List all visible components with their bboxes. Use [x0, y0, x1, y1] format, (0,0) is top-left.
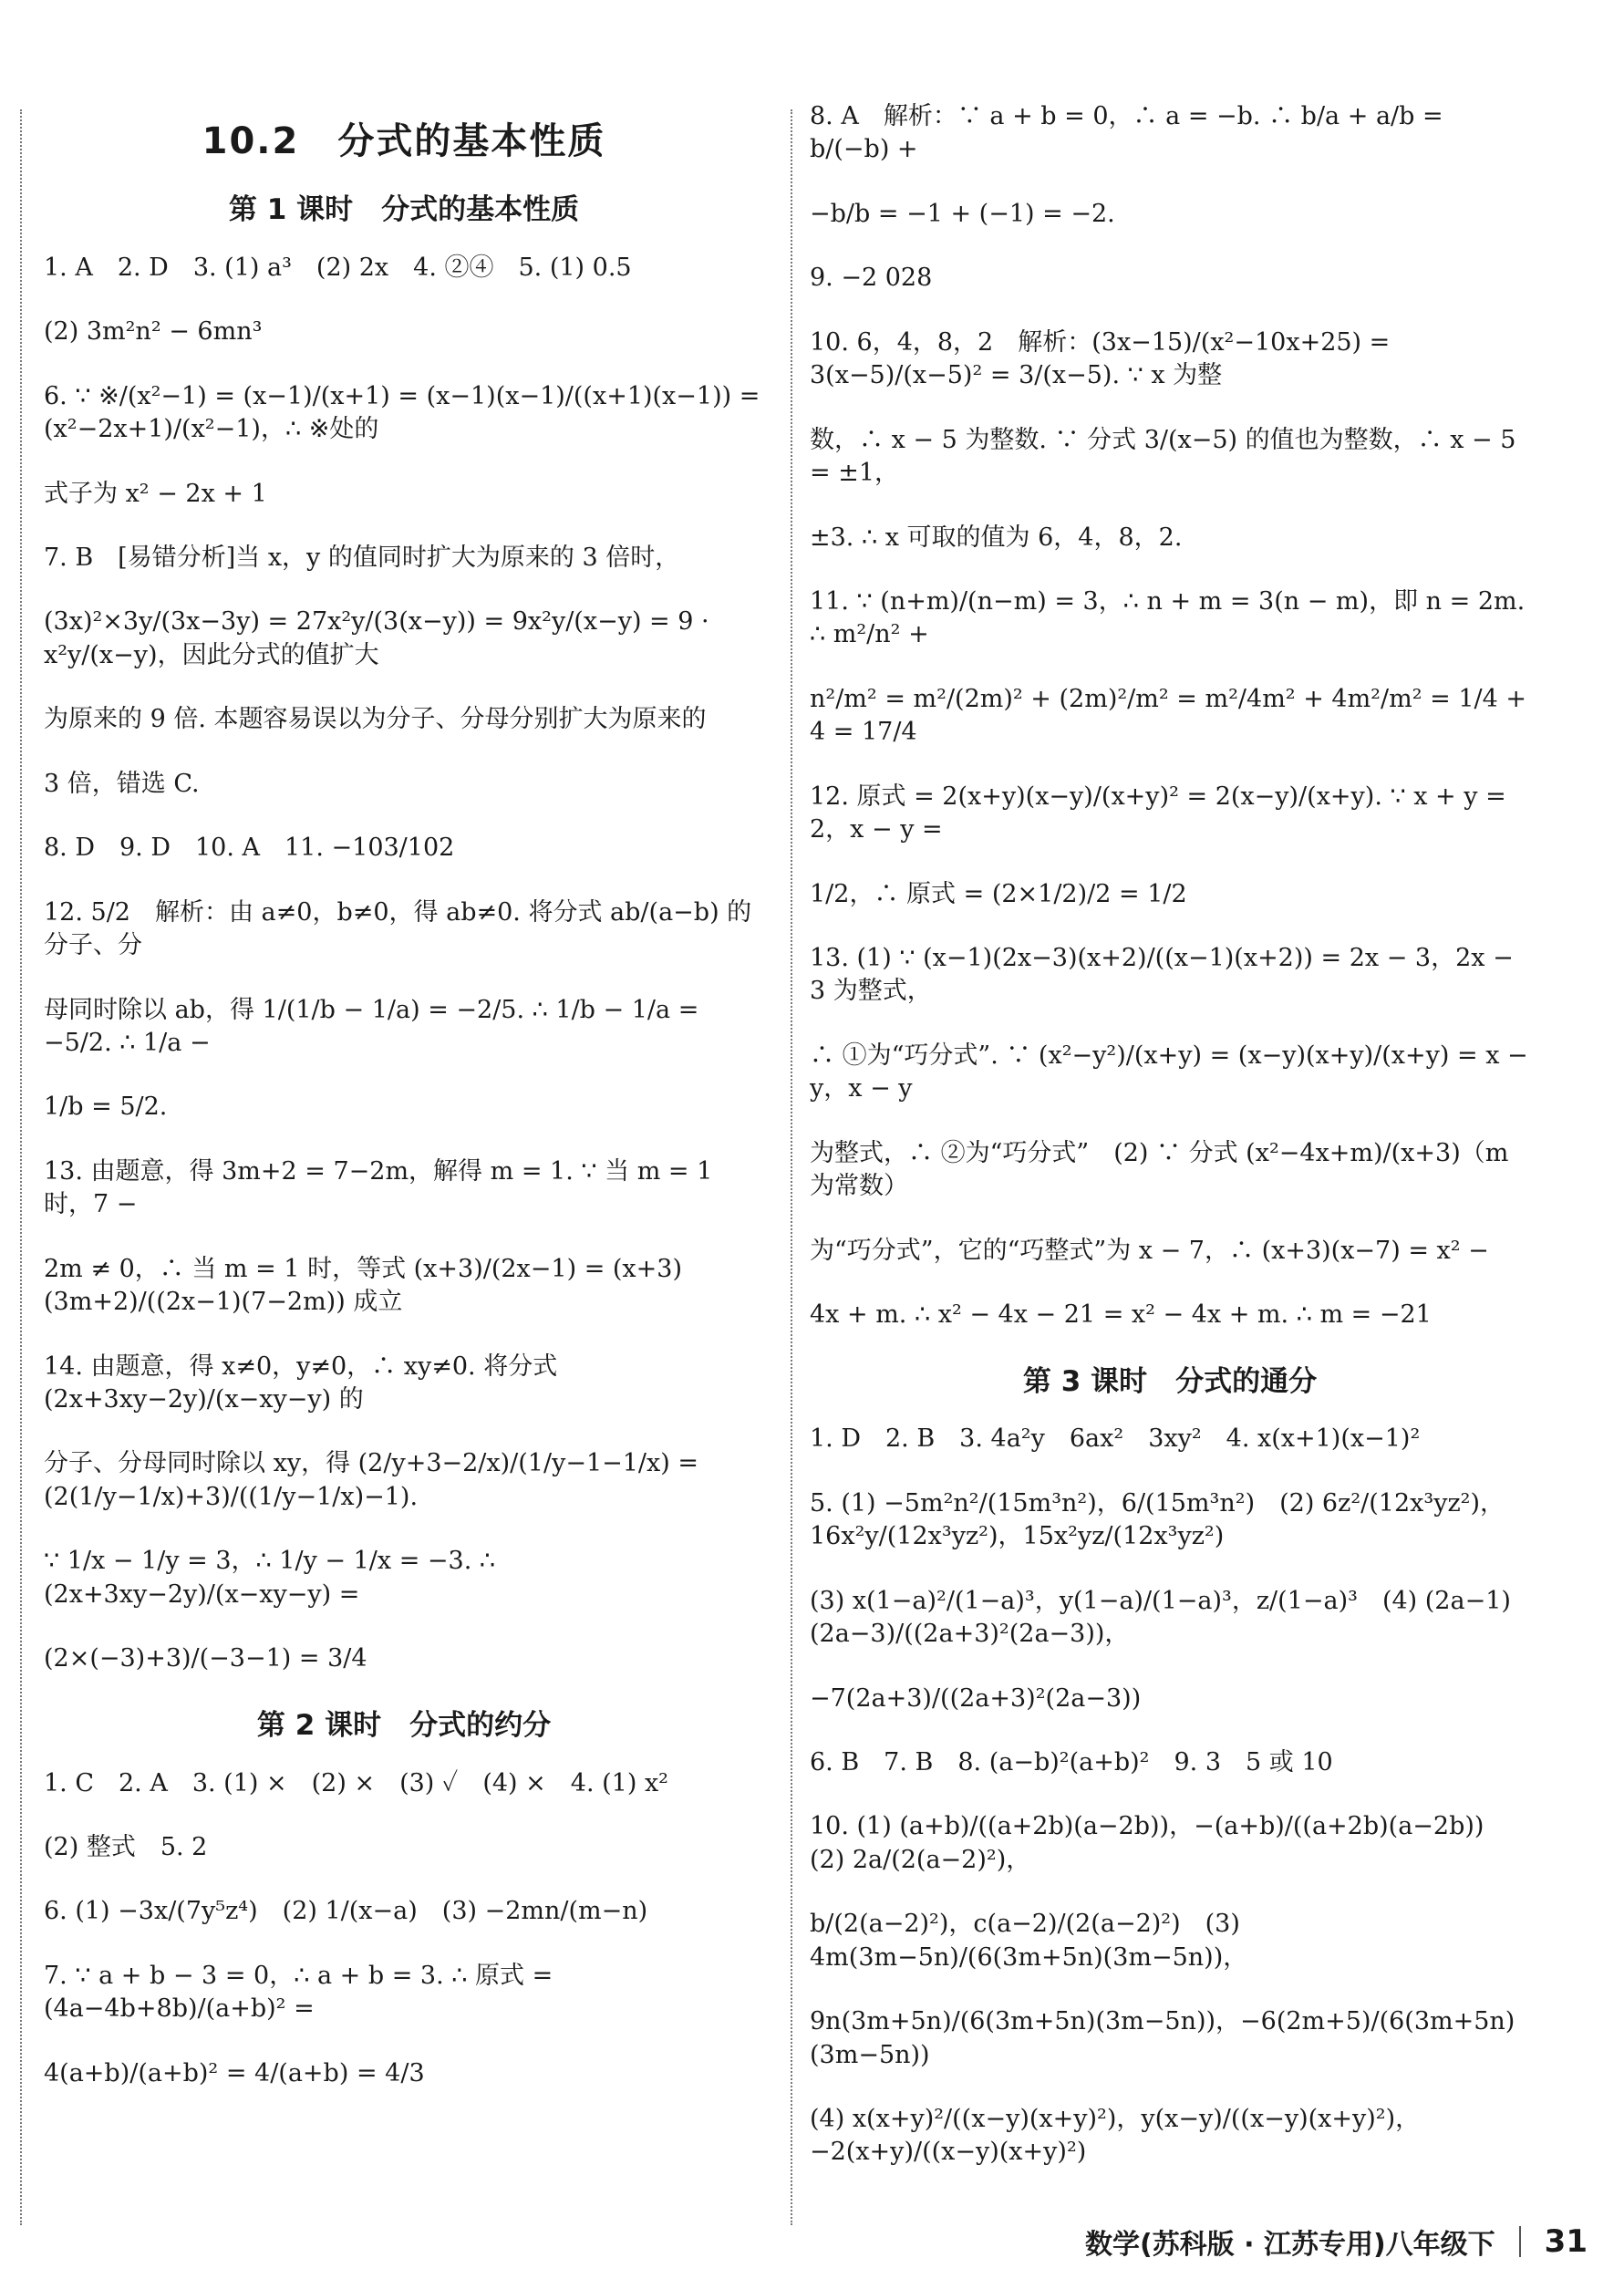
- answer-line: 为“巧分式”，它的“巧整式”为 x − 7，∴ (x+3)(x−7) = x² −: [810, 1236, 1489, 1265]
- column-divider: [791, 109, 792, 2225]
- answer-line: (2) 3m²n² − 6mn³: [44, 317, 263, 347]
- answer-line: 4x + m. ∴ x² − 4x − 21 = x² − 4x + m. ∴ m = −21: [810, 1300, 1432, 1330]
- answer-line: 9. −2 028: [810, 264, 933, 293]
- answer-line: 6. ∵ ※/(x²−1) = (x−1)/(x+1) = (x−1)(x−1)/((x+1)(x−1)) = (x²−2x+1)/(x²−1)，∴ ※处的: [44, 381, 768, 444]
- answer-line: 式子为 x² − 2x + 1: [44, 479, 267, 508]
- answer-line: 为整式，∴ ②为“巧分式” (2) ∵ 分式 (x²−4x+m)/(x+3)（m 为常数）: [810, 1138, 1516, 1201]
- answer-line: n²/m² = m²/(2m)² + (2m)²/m² = m²/4m² + 4m²/m² = 1/4 + 4 = 17/4: [810, 684, 1535, 747]
- answer-line: 12. 原式 = 2(x+y)(x−y)/(x+y)² = 2(x−y)/(x+y). ∵ x + y = 2，x − y =: [810, 782, 1515, 844]
- answer-line: 14. 由题意，得 x≠0，y≠0，∴ xy≠0. 将分式 (2x+3xy−2y)/(x−xy−y) 的: [44, 1352, 565, 1414]
- answer-line: 1/2，∴ 原式 = (2×1/2)/2 = 1/2: [810, 879, 1187, 908]
- answer-line: 9n(3m+5n)/(6(3m+5n)(3m−5n))，−6(2m+5)/(6(3m+5n)(3m−5n)): [810, 2007, 1515, 2069]
- right-column: [810, 100, 1536, 2201]
- answer-line: (3) x(1−a)²/(1−a)³，y(1−a)/(1−a)³，z/(1−a)³ (4) (2a−1)(2a−3)/((2a+3)²(2a−3))，: [810, 1586, 1511, 1649]
- section-title: 10.2 分式的基本性质: [202, 120, 606, 162]
- answer-line: 1. A 2. D 3. (1) a³ (2) 2x 4. ②④ 5. (1) 0.5: [44, 253, 632, 282]
- answer-line: 6. B 7. B 8. (a−b)²(a+b)² 9. 3 5 或 10: [810, 1747, 1333, 1776]
- answer-line: −b/b = −1 + (−1) = −2.: [810, 199, 1115, 228]
- page-number: 31: [1544, 2223, 1588, 2260]
- answer-line: 3 倍，错选 C.: [44, 769, 200, 798]
- answer-line: 数，∴ x − 5 为整数. ∵ 分式 3/(x−5) 的值也为整数，∴ x − 5 = ±1，: [810, 425, 1525, 488]
- answer-line: 母同时除以 ab，得 1/(1/b − 1/a) = −2/5. ∴ 1/b − 1/a = −5/2. ∴ 1/a −: [44, 995, 707, 1057]
- answer-line: 5. (1) −5m²n²/(15m³n²)，6/(15m³n²) (2) 6z²/(12x³yz²)，16x²y/(12x³yz²)，15x²yz/(12x³yz²): [810, 1488, 1505, 1551]
- answer-line: ±3. ∴ x 可取的值为 6，4，8，2.: [810, 523, 1183, 552]
- answer-line: 4(a+b)/(a+b)² = 4/(a+b) = 4/3: [44, 2058, 425, 2087]
- answer-line: 13. 由题意，得 3m+2 = 7−2m，解得 m = 1. ∵ 当 m = 1 时，7 −: [44, 1156, 720, 1219]
- answer-line: (2) 整式 5. 2: [44, 1832, 208, 1861]
- footer-divider: [1519, 2226, 1521, 2257]
- book-label: 数学(苏科版 · 江苏专用)八年级下: [1084, 2229, 1495, 2261]
- answer-line: 7. B [易错分析]当 x，y 的值同时扩大为原来的 3 倍时，: [44, 544, 680, 573]
- answer-line: 6. (1) −3x/(7y⁵z⁴) (2) 1/(x−a) (3) −2mn/(m−n): [44, 1897, 648, 1926]
- answer-line: 1. C 2. A 3. (1) × (2) × (3) ✓ (4) × 4. (1) x²: [44, 1768, 669, 1797]
- lesson-3-title: 第 3 课时 分式的通分: [1022, 1364, 1318, 1398]
- answer-line: 12. 5/2 解析：由 a≠0，b≠0，得 ab≠0. 将分式 ab/(a−b) 的分子、分: [44, 897, 752, 960]
- lesson-2-title: 第 2 课时 分式的约分: [256, 1708, 552, 1742]
- answer-line: (2×(−3)+3)/(−3−1) = 3/4: [44, 1644, 367, 1673]
- answer-line: ∵ 1/x − 1/y = 3，∴ 1/y − 1/x = −3. ∴ (2x+3xy−2y)/(x−xy−y) =: [44, 1547, 503, 1609]
- answer-line: (4) x(x+y)²/((x−y)(x+y)²)，y(x−y)/((x−y)(x+y)²)，−2(x+y)/((x−y)(x+y)²): [810, 2105, 1421, 2167]
- answer-line: 为原来的 9 倍. 本题容易误以为分子、分母分别扩大为原来的: [44, 705, 707, 734]
- page-footer: [1085, 2222, 1588, 2262]
- answer-line: 8. D 9. D 10. A 11. −103/102: [44, 834, 455, 863]
- answer-line: 1. D 2. B 3. 4a²y 6ax² 3xy² 4. x(x+1)(x−1)²: [810, 1424, 1421, 1454]
- answer-line: b/(2(a−2)²)，c(a−2)/(2(a−2)²) (3) 4m(3m−5n)/(6(3m+5n)(3m−5n))，: [810, 1910, 1248, 1972]
- answer-line: 2m ≠ 0，∴ 当 m = 1 时，等式 (x+3)/(2x−1) = (x+3)(3m+2)/((2x−1)(7−2m)) 成立: [44, 1254, 682, 1317]
- answer-line: 1/b = 5/2.: [44, 1093, 168, 1122]
- answer-line: (3x)²×3y/(3x−3y) = 27x²y/(3(x−y)) = 9x²y/(x−y) = 9 · x²y/(x−y)，因此分式的值扩大: [44, 607, 718, 669]
- lesson-1-title: 第 1 课时 分式的基本性质: [228, 193, 580, 226]
- answer-line: −7(2a+3)/((2a+3)²(2a−3)): [810, 1683, 1142, 1713]
- answer-line: 8. A 解析：∵ a + b = 0，∴ a = −b. ∴ b/a + a/b = b/(−b) +: [810, 102, 1452, 164]
- answer-line: 分子、分母同时除以 xy，得 (2/y+3−2/x)/(1/y−1−1/x) = (2(1/y−1/x)+3)/((1/y−1/x)−1).: [44, 1449, 707, 1511]
- answer-line: 10. (1) (a+b)/((a+2b)(a−2b))，−(a+b)/((a+2b)(a−2b)) (2) 2a/(2(a−2)²)，: [810, 1812, 1509, 1874]
- answer-line: 13. (1) ∵ (x−1)(2x−3)(x+2)/((x−1)(x+2)) = 2x − 3，2x − 3 为整式，: [810, 944, 1522, 1006]
- answer-line: 10. 6，4，8，2 解析：(3x−15)/(x²−10x+25) = 3(x−5)/(x−5)² = 3/(x−5). ∵ x 为整: [810, 327, 1398, 390]
- left-margin-rule: [20, 109, 22, 2225]
- answer-line: 7. ∵ a + b − 3 = 0，∴ a + b = 3. ∴ 原式 = (4a−4b+8b)/(a+b)² =: [44, 1961, 561, 2024]
- answer-line: 11. ∵ (n+m)/(n−m) = 3，∴ n + m = 3(n − m)，即 n = 2m. ∴ m²/n² +: [810, 586, 1533, 649]
- answer-line: ∴ ①为“巧分式”. ∵ (x²−y²)/(x+y) = (x−y)(x+y)/(x+y) = x − y，x − y: [810, 1041, 1536, 1103]
- left-column: [44, 100, 768, 2121]
